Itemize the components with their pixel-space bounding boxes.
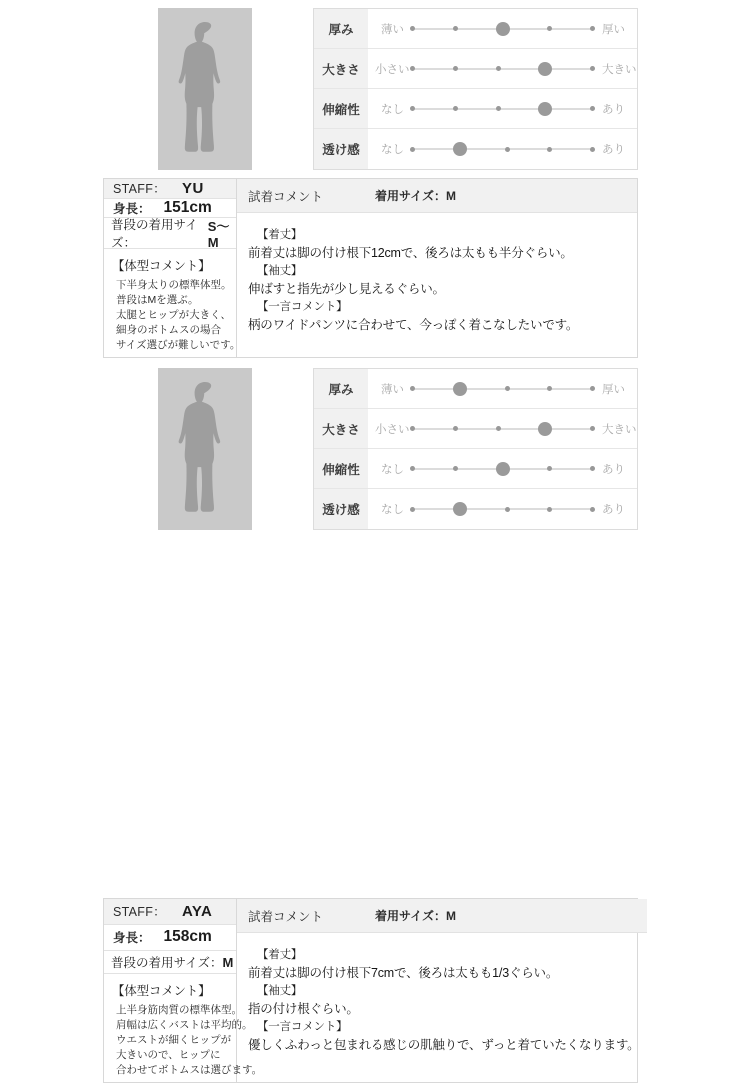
rating-label: 伸縮性 <box>314 449 368 488</box>
fitting-comment-title: 試着コメント <box>248 909 324 924</box>
worn-size-value: 着用サイズ：M <box>375 189 457 203</box>
scale-track[interactable] <box>410 381 595 397</box>
scale-dot[interactable] <box>590 426 595 431</box>
scale-dot[interactable] <box>547 386 552 391</box>
body-comment-line: 肩幅は広くバストは平均的。 <box>116 1019 253 1032</box>
scale-dot[interactable] <box>496 66 501 71</box>
body-comment-line: ウエストが細くヒップが <box>116 1034 232 1047</box>
rating-row <box>314 129 637 169</box>
scale-end-left: なし <box>381 144 404 156</box>
rating-scale <box>368 49 637 88</box>
body-comment-title: 【体型コメント】 <box>112 984 211 999</box>
scale-end-left: 薄い <box>381 23 404 36</box>
rating-scale <box>368 9 637 48</box>
scale-dot[interactable] <box>410 147 415 152</box>
scale-dot[interactable] <box>410 466 415 471</box>
silhouette-and-ratings-area <box>0 0 740 178</box>
staff-fitting-block <box>0 0 740 352</box>
rating-label: 伸縮性 <box>314 89 368 128</box>
height-value: 151cm <box>163 199 212 217</box>
usual-size-cell <box>104 951 236 975</box>
comment-section-text: 優しくふわっと包まれる感じの肌触りで、ずっと着ていたくなります。 <box>248 1038 640 1053</box>
scale-dot-active[interactable] <box>453 502 467 516</box>
rating-row <box>314 49 637 89</box>
staff-height-cell <box>104 925 236 951</box>
scale-dot[interactable] <box>410 106 415 111</box>
rating-scale <box>368 409 637 448</box>
scale-dot-active[interactable] <box>538 62 552 76</box>
scale-end-left: 薄い <box>381 383 404 396</box>
scale-dot[interactable] <box>505 507 510 512</box>
comment-section-text: 伸ばすと指先が少し見えるぐらい。 <box>248 282 445 297</box>
scale-end-right: 大きい <box>602 423 637 436</box>
staff-profile-column <box>104 179 241 357</box>
fitting-comment-column <box>237 899 647 1082</box>
rating-table <box>313 8 638 170</box>
scale-end-right: あり <box>602 144 625 156</box>
usual-size-label: 普段の着用サイズ： <box>111 218 198 251</box>
comment-section-tag: 【袖丈】 <box>257 265 303 277</box>
rating-label: 透け感 <box>314 129 368 169</box>
scale-dot[interactable] <box>453 106 458 111</box>
scale-dot[interactable] <box>453 66 458 71</box>
rating-label: 厚み <box>314 369 368 408</box>
body-comment-line: 細身のボトムスの場合 <box>116 324 221 337</box>
scale-dot[interactable] <box>590 147 595 152</box>
scale-end-left: なし <box>381 504 404 516</box>
scale-dot[interactable] <box>590 507 595 512</box>
scale-dot[interactable] <box>590 66 595 71</box>
comment-section-tag: 【着丈】 <box>257 229 303 241</box>
usual-size-label: 普段の着用サイズ： <box>111 956 223 971</box>
comment-section-text: 柄のワイドパンツに合わせて、今っぽく着こなしたいです。 <box>248 318 579 333</box>
body-comment-line: 大きいので、ヒップに <box>116 1049 221 1062</box>
body-comment-title: 【体型コメント】 <box>112 259 211 274</box>
rating-scale <box>368 449 637 488</box>
scale-end-left: なし <box>381 103 404 116</box>
scale-dots <box>410 382 595 396</box>
body-comment-line: 太腿とヒップが大きく、 <box>116 309 231 322</box>
scale-dot[interactable] <box>496 426 501 431</box>
scale-dot[interactable] <box>496 106 501 111</box>
fitting-comment-body <box>237 213 637 357</box>
fitting-comment-column <box>237 179 637 357</box>
rating-label: 透け感 <box>314 489 368 529</box>
rating-row <box>314 409 637 449</box>
body-comment-lines <box>112 1003 263 1078</box>
scale-end-left: なし <box>381 463 404 476</box>
scale-dot[interactable] <box>453 426 458 431</box>
scale-track[interactable] <box>410 21 595 37</box>
body-comment-line: 上半身筋肉質の標準体型。 <box>116 1004 242 1017</box>
height-label: 身長： <box>113 202 151 217</box>
rating-label: 厚み <box>314 9 368 48</box>
scale-track[interactable] <box>410 421 595 437</box>
comment-section-tag: 【一言コメント】 <box>257 301 348 313</box>
scale-track[interactable] <box>410 141 595 157</box>
rating-row <box>314 89 637 129</box>
comment-section-text: 指の付け根ぐらい。 <box>248 1002 359 1017</box>
scale-track[interactable] <box>410 461 595 477</box>
scale-end-right: あり <box>602 504 625 516</box>
rating-scale <box>368 129 637 169</box>
staff-name-value: YU <box>181 179 204 197</box>
scale-dots <box>410 62 595 76</box>
scale-end-right: あり <box>602 463 625 476</box>
height-value: 158cm <box>163 928 212 946</box>
body-comment-line: サイズ選びが難しいです。 <box>116 339 241 352</box>
rating-row <box>314 9 637 49</box>
scale-dots <box>410 142 595 156</box>
scale-dot[interactable] <box>410 26 415 31</box>
scale-dot-active[interactable] <box>453 382 467 396</box>
staff-name-cell <box>104 179 236 199</box>
scale-dot[interactable] <box>453 26 458 31</box>
staff-info-table <box>103 178 638 358</box>
rating-scale <box>368 89 637 128</box>
usual-size-value: S～M <box>207 219 230 251</box>
rating-row <box>314 369 637 409</box>
scale-dot[interactable] <box>547 507 552 512</box>
comment-section-text: 前着丈は脚の付け根下7cmで、後ろは太もも1/3ぐらい。 <box>248 966 559 981</box>
comment-section-tag: 【一言コメント】 <box>257 1021 348 1033</box>
scale-dot-active[interactable] <box>538 422 552 436</box>
body-comment-cell <box>104 249 241 357</box>
scale-dot[interactable] <box>590 466 595 471</box>
scale-dot[interactable] <box>410 507 415 512</box>
scale-end-left: 小さい <box>375 423 410 436</box>
scale-track[interactable] <box>410 501 595 517</box>
body-comment-lines <box>112 278 241 353</box>
fitting-comment-body <box>237 933 647 1082</box>
scale-dot[interactable] <box>410 386 415 391</box>
fitting-comment-header <box>237 899 647 933</box>
silhouette-and-ratings-area <box>0 360 740 538</box>
scale-track[interactable] <box>410 101 595 117</box>
worn-size-value: 着用サイズ：M <box>375 909 457 923</box>
staff-name-value: AYA <box>181 902 213 920</box>
scale-dot[interactable] <box>547 26 552 31</box>
body-comment-cell <box>104 974 263 1082</box>
female-body-silhouette-icon <box>158 368 252 530</box>
scale-dot[interactable] <box>590 26 595 31</box>
scale-dot[interactable] <box>505 147 510 152</box>
rating-label: 大きさ <box>314 49 368 88</box>
scale-dot[interactable] <box>547 466 552 471</box>
scale-track[interactable] <box>410 61 595 77</box>
scale-end-right: あり <box>602 103 625 116</box>
scale-dot[interactable] <box>590 106 595 111</box>
rating-scale <box>368 369 637 408</box>
height-label: 身長： <box>113 931 151 946</box>
fitting-comment-header <box>237 179 637 213</box>
comment-section-text: 前着丈は脚の付け根下12cmで、後ろは太もも半分ぐらい。 <box>248 246 573 261</box>
staff-label: STAFF： <box>113 905 166 920</box>
scale-end-right: 厚い <box>602 23 625 36</box>
staff-profile-column <box>104 899 263 1082</box>
scale-dots <box>410 22 595 36</box>
scale-end-left: 小さい <box>375 63 410 76</box>
staff-info-table <box>103 898 638 1083</box>
scale-dots <box>410 502 595 516</box>
scale-dot[interactable] <box>547 147 552 152</box>
rating-label: 大きさ <box>314 409 368 448</box>
scale-dot[interactable] <box>590 386 595 391</box>
scale-dots <box>410 102 595 116</box>
scale-dot[interactable] <box>410 66 415 71</box>
scale-dot[interactable] <box>453 466 458 471</box>
scale-dots <box>410 422 595 436</box>
scale-dot-active[interactable] <box>496 22 510 36</box>
body-comment-line: 合わせてボトムスは選びます。 <box>116 1064 263 1077</box>
scale-dot-active[interactable] <box>453 142 467 156</box>
comment-section-tag: 【着丈】 <box>257 949 303 961</box>
comment-section-tag: 【袖丈】 <box>257 985 303 997</box>
usual-size-cell <box>104 218 236 249</box>
rating-scale <box>368 489 637 529</box>
staff-name-cell <box>104 899 236 925</box>
usual-size-value: M <box>222 954 234 970</box>
body-comment-line: 下半身太りの標準体型。 <box>116 279 232 292</box>
rating-table <box>313 368 638 530</box>
scale-dots <box>410 462 595 476</box>
rating-row <box>314 449 637 489</box>
body-comment-line: 普段はMを選ぶ。 <box>116 294 199 307</box>
fitting-comment-title: 試着コメント <box>248 189 324 204</box>
female-body-silhouette-icon <box>158 8 252 170</box>
staff-fitting-block <box>0 360 740 1077</box>
scale-dot-active[interactable] <box>538 102 552 116</box>
scale-dot[interactable] <box>410 426 415 431</box>
rating-row <box>314 489 637 529</box>
scale-end-right: 厚い <box>602 383 625 396</box>
scale-dot[interactable] <box>505 386 510 391</box>
scale-end-right: 大きい <box>602 63 637 76</box>
scale-dot-active[interactable] <box>496 462 510 476</box>
staff-label: STAFF： <box>113 182 166 197</box>
